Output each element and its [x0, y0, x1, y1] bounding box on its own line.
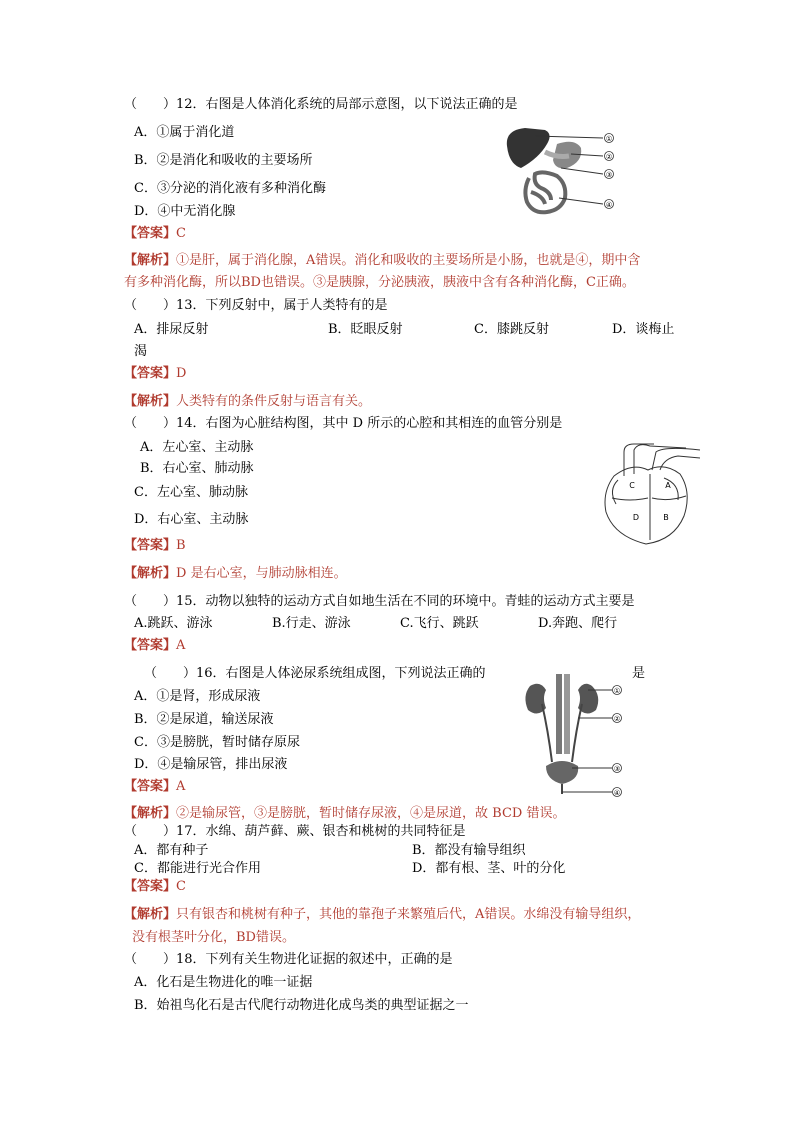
answer-value: A [176, 779, 186, 794]
answer-tag: 【答案】 [124, 879, 177, 894]
q15-option-b: B.行走、游泳 [272, 616, 351, 631]
q16-stem-end: 是 [632, 666, 646, 681]
analysis-text: 人类特有的条件反射与语言有关。 [176, 394, 372, 409]
chamber-label-c: C [629, 481, 635, 490]
q17-option-b: B．都没有输导组织 [412, 843, 526, 858]
q13-stem: （ ）13．下列反射中，属于人类特有的是 [124, 298, 388, 313]
q12-option-d: D．④中无消化腺 [134, 204, 236, 219]
chamber-label-d: D [632, 513, 640, 522]
q13-answer [124, 365, 186, 382]
fig-label-3: ③ [605, 171, 613, 179]
q18-option-a: A．化石是生物进化的唯一证据 [134, 975, 313, 990]
answer-value: A [176, 638, 186, 653]
q15-answer [124, 637, 185, 654]
fig-label-4: ④ [605, 201, 613, 209]
fig-label-3: ③ [613, 765, 621, 773]
label-line-3 [561, 168, 603, 174]
q18-stem: （ ）18．下列有关生物进化证据的叙述中，正确的是 [124, 952, 453, 967]
aorta [556, 674, 562, 754]
fig-label-1: ① [605, 135, 613, 143]
q17-stem: （ ）17．水绵、葫芦藓、蕨、银杏和桃树的共同特征是 [124, 824, 466, 839]
analysis-tag: 【解析】 [124, 394, 177, 409]
q16-stem: （ ）16．右图是人体泌尿系统组成图，下列说法正确的 [144, 666, 486, 681]
q17-analysis-line-1 [124, 906, 640, 923]
answer-tag: 【答案】 [124, 366, 177, 381]
analysis-tag: 【解析】 [124, 806, 177, 821]
q17-analysis-line-2: 没有根茎叶分化，BD错误。 [132, 930, 295, 945]
q15-stem: （ ）15．动物以独特的运动方式自如地生活在不同的环境中。青蛙的运动方式主要是 [124, 594, 635, 609]
q16-analysis [124, 805, 565, 822]
analysis-tag: 【解析】 [124, 566, 177, 581]
answer-tag: 【答案】 [124, 538, 177, 553]
q13-option-b: B．眨眼反射 [328, 322, 403, 337]
vena-cava [564, 674, 570, 754]
q12-answer [124, 225, 186, 242]
analysis-text: 只有银杏和桃树有种子，其他的靠孢子来繁殖后代，A错误。水绵没有输导组织， [176, 907, 641, 922]
q15-option-d: D.奔跑、爬行 [538, 616, 618, 631]
q14-analysis [124, 565, 347, 582]
answer-tag: 【答案】 [124, 638, 177, 653]
q17-option-a: A．都有种子 [134, 843, 209, 858]
q17-option-d: D．都有根、茎、叶的分化 [412, 861, 566, 876]
digestive-system-figure [495, 118, 625, 228]
answer-value: C [176, 226, 186, 241]
q14-option-a: A．左心室、主动脉 [140, 440, 254, 455]
q14-answer [124, 537, 186, 554]
answer-value: D [176, 366, 187, 381]
q15-option-c: C.飞行、跳跃 [400, 616, 479, 631]
q16-option-a: A．①是肾，形成尿液 [134, 689, 261, 704]
q14-option-d: D．右心室、主动脉 [134, 512, 249, 527]
q18-option-b: B．始祖鸟化石是古代爬行动物进化成鸟类的典型证据之一 [134, 998, 469, 1013]
heart-outline [605, 467, 687, 544]
left-ureter [542, 704, 552, 762]
urinary-system-figure [516, 670, 626, 798]
valves-line [612, 496, 686, 500]
intestine-shape [525, 172, 565, 212]
analysis-tag: 【解析】 [124, 253, 177, 268]
fig-label-1: ① [613, 687, 621, 695]
q16-answer [124, 778, 185, 795]
fig-label-4: ④ [613, 789, 621, 797]
answer-tag: 【答案】 [124, 779, 177, 794]
liver-shape [507, 128, 550, 168]
q12-analysis-line-1 [124, 252, 640, 269]
q12-option-b: B．②是消化和吸收的主要场所 [134, 153, 313, 168]
analysis-tag: 【解析】 [124, 907, 177, 922]
right-ureter [572, 704, 582, 762]
q12-option-a: A．①属于消化道 [134, 125, 235, 140]
q16-option-b: B．②是尿道，输送尿液 [134, 712, 274, 727]
fig-label-2: ② [613, 715, 621, 723]
answer-tag: 【答案】 [124, 226, 177, 241]
q16-option-d: D．④是输尿管，排出尿液 [134, 757, 288, 772]
bladder [546, 761, 578, 784]
q13-option-d-wrap: 渴 [134, 344, 148, 359]
chamber-label-b: B [663, 513, 669, 522]
q14-option-c: C．左心室、肺动脉 [134, 485, 248, 500]
vessel-4 [660, 456, 700, 470]
q17-option-c: C．都能进行光合作用 [134, 861, 261, 876]
q13-option-c: C．膝跳反射 [474, 322, 549, 337]
heart-structure-figure [594, 440, 704, 550]
q12-stem: （ ）12．右图是人体消化系统的局部示意图，以下说法正确的是 [124, 97, 518, 112]
q14-option-b: B．右心室、肺动脉 [140, 461, 254, 476]
analysis-text: D 是右心室，与肺动脉相连。 [176, 566, 347, 581]
q12-option-c: C．③分泌的消化液有多种消化酶 [134, 181, 326, 196]
q14-stem: （ ）14．右图为心脏结构图，其中 D 所示的心腔和其相连的血管分别是 [124, 416, 563, 431]
atrium-wall-c [612, 480, 618, 504]
answer-value: C [176, 879, 186, 894]
vessel-1 [624, 444, 654, 476]
q17-answer [124, 878, 186, 895]
q13-option-d: D．谈梅止 [612, 322, 675, 337]
fig-label-2: ② [605, 153, 613, 161]
q13-analysis [124, 393, 371, 410]
q16-option-c: C．③是膀胱，暂时储存原尿 [134, 735, 300, 750]
q12-analysis-line-2: 有多种消化酶，所以BD也错误。③是胰腺，分泌胰液，胰液中含有各种消化酶，C正确。 [124, 275, 635, 290]
q15-option-a: A.跳跃、游泳 [134, 616, 213, 631]
analysis-text: ①是肝，属于消化腺，A错误。消化和吸收的主要场所是小肠，也就是④，期中含 [176, 253, 641, 268]
chamber-label-a: A [665, 481, 671, 490]
analysis-text: ②是输尿管，③是膀胱，暂时储存尿液，④是尿道，故 BCD 错误。 [176, 806, 566, 821]
q13-option-a: A．排尿反射 [134, 322, 209, 337]
answer-value: B [176, 538, 186, 553]
